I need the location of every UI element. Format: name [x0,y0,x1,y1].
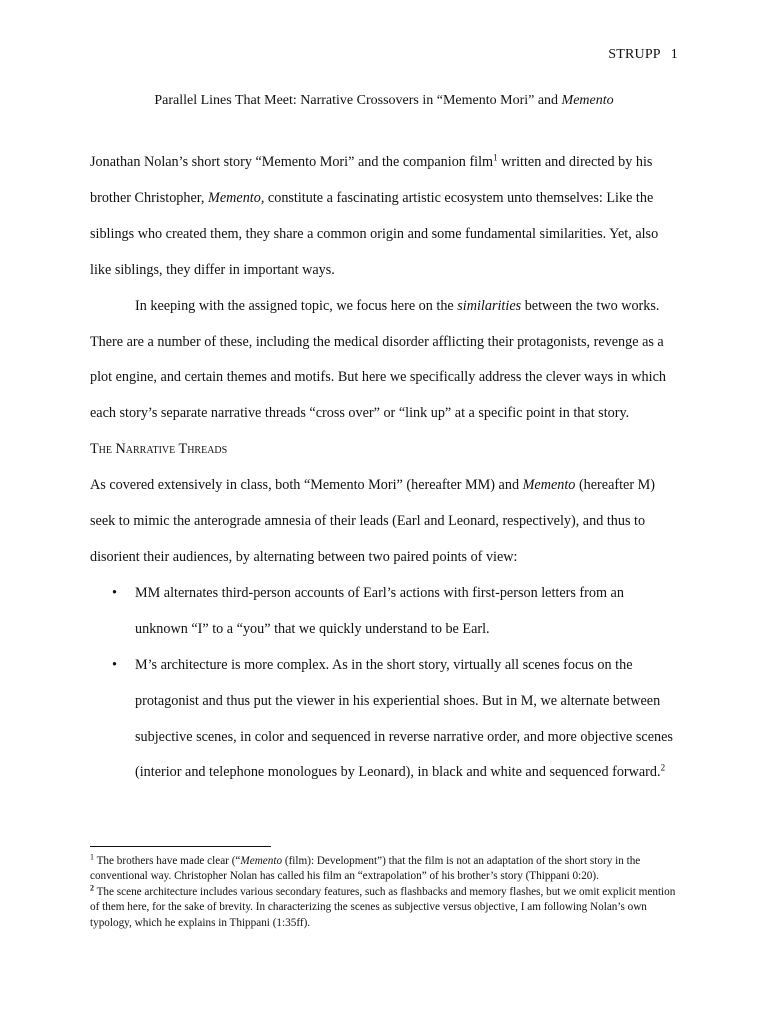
paper-title-italic: Memento [561,93,614,108]
paragraph-3-italic: Memento [522,477,576,494]
paper-title [0,93,768,109]
paragraph-1-a: Jonathan Nolan’s short story “Memento Mori” and the companion film [90,154,494,170]
footnote-ref-1[interactable]: 1 [493,152,498,163]
section-heading: The Narrative Threads [90,441,228,458]
footnote-1 [90,854,682,885]
footnote-divider [90,846,271,847]
footnote-1-b: (film): Development”) that the film is not an adaptation of the short story in the conventional way. Christopher Nolan has called his film an “extrapolation” of his brother’s story (Thippani 0:20). [90,855,641,883]
header-author: STRUPP [608,47,661,62]
paragraph-1 [90,145,680,289]
footnote-1-italic: Memento [240,855,283,867]
footnote-ref-2[interactable]: 2 [660,762,666,773]
paragraph-1-italic: Memento, [208,189,265,206]
footnote-1-mark: 1 [90,852,94,862]
paragraph-1-b: written and directed by his brother Christopher, [90,154,653,206]
body-text [90,145,680,791]
bullet-item-2 [90,648,680,792]
bullet-item-2-text: M’s architecture is more complex. As in the short story, virtually all scenes focus on the protagonist and thus put the viewer in his experiential shoes. But in M, we alternate between subjective scenes, in color and sequenced in reverse narrative order, and more objective scenes (interior and telephone monologues by Leonard), in black and white and sequenced forward. [135,656,673,781]
header-page-number: 1 [670,47,678,62]
paragraph-3-b: (hereafter M) seek to mimic the anterograde amnesia of their leads (Earl and Leonard, respectively), and thus to disorient their audiences, by alternating between two paired points of view: [90,477,655,565]
paragraph-2-italic: similarities [457,297,522,314]
bullet-item-1-text: MM alternates third-person accounts of Earl’s actions with first-person letters from an unknown “I” to a “you” that we quickly understand to be Earl. [135,584,624,637]
paragraph-2-b: between the two works. There are a number of these, including the medical disorder afflicting their protagonists, revenge as a plot engine, and certain themes and motifs. But here we specifically address the clever ways in which each story’s separate narrative threads “cross over” or “link up” at a specific point in that story. [90,297,666,422]
paper-title-main: Parallel Lines That Meet: Narrative Crossovers in “Memento Mori” and [154,93,562,108]
bullet-icon: • [112,584,117,601]
paragraph-2 [90,289,680,433]
bullet-item-1 [90,576,680,648]
paragraph-3 [90,468,680,576]
paragraph-3-a: As covered extensively in class, both “Memento Mori” (hereafter MM) and [90,477,523,494]
paragraph-1-c: constitute a fascinating artistic ecosystem unto themselves: Like the siblings who created them, they share a common origin and some fundamental similarities. Yet, also like siblings, they differ in important ways. [90,189,659,278]
footnote-1-a: The brothers have made clear (“ [94,855,241,867]
footnotes [90,854,682,931]
footnote-2-text: The scene architecture includes various secondary features, such as flashbacks and memory flashes, but we omit explicit mention of them here, for the sake of brevity. In characterizing the scenes as subjective versus objective, I am following Nolan’s own typology, which he explains in Thippani (1:35ff). [90,885,676,929]
bullet-list [90,576,680,791]
paragraph-2-a: In keeping with the assigned topic, we focus here on the [135,297,458,314]
footnote-2 [90,885,682,931]
bullet-icon: • [112,656,117,673]
running-header [608,47,678,63]
footnote-2-mark: 2 [90,883,94,893]
